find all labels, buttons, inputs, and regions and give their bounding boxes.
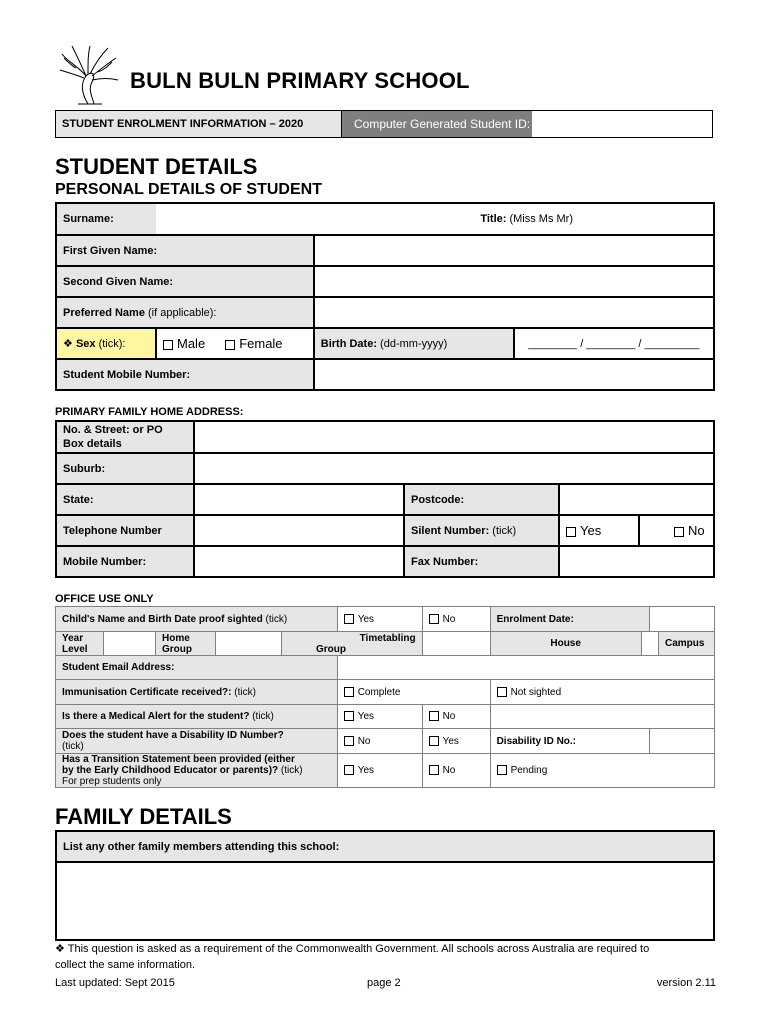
checkbox-icon[interactable]	[225, 340, 235, 350]
telephone-field[interactable]	[194, 515, 404, 546]
info-bullet-icon: ❖	[63, 338, 73, 350]
student-email-field[interactable]	[337, 656, 714, 680]
proof-no-option[interactable]: No	[422, 607, 490, 632]
checkbox-icon[interactable]	[566, 527, 576, 537]
preferred-name-field[interactable]	[314, 297, 714, 328]
medical-alert-label: Is there a Medical Alert for the student? (tick)	[56, 705, 338, 729]
state-field[interactable]	[194, 484, 404, 515]
lyrebird-logo-icon	[58, 44, 120, 108]
enrolment-header-bar	[55, 110, 713, 138]
checkbox-icon[interactable]	[429, 711, 439, 721]
medical-empty-cell	[490, 705, 714, 729]
second-name-field[interactable]	[314, 266, 714, 297]
last-updated: Last updated: Sept 2015	[55, 977, 175, 989]
disability-id-label: Disability ID No.:	[490, 729, 650, 754]
year-level-field[interactable]	[104, 632, 156, 656]
office-use-heading: OFFICE USE ONLY	[55, 593, 154, 605]
fax-label: Fax Number:	[404, 546, 559, 577]
enrolment-date-field[interactable]	[650, 607, 715, 632]
disability-label: Does the student have a Disability ID Number? (tick)	[56, 729, 338, 754]
version: version 2.11	[656, 977, 716, 989]
suburb-field[interactable]	[194, 453, 714, 484]
postcode-label: Postcode:	[404, 484, 559, 515]
student-email-label: Student Email Address:	[56, 656, 338, 680]
checkbox-icon[interactable]	[344, 687, 354, 697]
first-name-label: First Given Name:	[56, 235, 314, 266]
street-label: No. & Street: or PO Box details	[56, 421, 194, 453]
home-address-table	[55, 420, 715, 578]
silent-no-option[interactable]: No	[639, 515, 714, 546]
silent-yes-option[interactable]: Yes	[559, 515, 639, 546]
enrolment-date-label: Enrolment Date:	[490, 607, 650, 632]
house-label: House	[490, 632, 641, 656]
personal-details-heading: PERSONAL DETAILS OF STUDENT	[55, 181, 322, 198]
telephone-label: Telephone Number	[56, 515, 194, 546]
disability-yes-option[interactable]: Yes	[422, 729, 490, 754]
disability-no-option[interactable]: No	[337, 729, 422, 754]
immunisation-not-sighted-option[interactable]: Not sighted	[490, 680, 714, 705]
medical-no-option[interactable]: No	[422, 705, 490, 729]
second-name-label: Second Given Name:	[56, 266, 314, 297]
campus-label: Campus	[659, 632, 715, 656]
footnote: ❖ This question is asked as a requirement of the Commonwealth Government. All schools across Australia are required to collect the same information.	[55, 943, 650, 971]
checkbox-icon[interactable]	[344, 736, 354, 746]
checkbox-icon[interactable]	[429, 736, 439, 746]
checkbox-icon[interactable]	[497, 687, 507, 697]
sex-options	[156, 328, 314, 359]
title-options: (Miss Ms Mr)	[506, 213, 573, 225]
student-mobile-field[interactable]	[314, 359, 714, 390]
checkbox-icon[interactable]	[674, 527, 684, 537]
proof-sighted-label: Child's Name and Birth Date proof sighted (tick)	[56, 607, 338, 632]
checkbox-icon[interactable]	[344, 614, 354, 624]
student-details-heading: STUDENT DETAILS	[55, 154, 258, 179]
family-members-label: List any other family members attending this school:	[56, 831, 714, 862]
family-members-field[interactable]	[56, 862, 714, 940]
transition-label: Has a Transition Statement been provided (either by the Early Childhood Educator or parents)? (tick) For prep students only	[56, 754, 338, 788]
street-field[interactable]	[194, 421, 714, 453]
sex-label: ❖ Sex (tick):	[56, 328, 156, 359]
postcode-field[interactable]	[559, 484, 714, 515]
silent-number-label: Silent Number: (tick)	[404, 515, 559, 546]
info-bullet-icon: ❖	[55, 943, 65, 955]
preferred-name-label: Preferred Name (if applicable):	[56, 297, 314, 328]
timetabling-group-field[interactable]	[422, 632, 490, 656]
office-use-table	[55, 606, 715, 788]
student-id-field[interactable]	[532, 111, 712, 137]
transition-yes-option[interactable]: Yes	[337, 754, 422, 788]
proof-yes-option[interactable]: Yes	[337, 607, 422, 632]
checkbox-icon[interactable]	[429, 614, 439, 624]
page-number: page 2	[367, 977, 401, 989]
checkbox-icon[interactable]	[163, 340, 173, 350]
checkbox-icon[interactable]	[344, 765, 354, 775]
school-name: BULN BULN PRIMARY SCHOOL	[130, 68, 470, 93]
birth-date-label: Birth Date: (dd-mm-yyyy)	[314, 328, 514, 359]
transition-no-option[interactable]: No	[422, 754, 490, 788]
checkbox-icon[interactable]	[429, 765, 439, 775]
transition-pending-option[interactable]: Pending	[490, 754, 714, 788]
title-label: Title:	[480, 213, 507, 225]
home-group-label: Home Group	[156, 632, 216, 656]
family-details-heading: FAMILY DETAILS	[55, 804, 232, 829]
personal-details-table	[55, 202, 715, 391]
student-mobile-label: Student Mobile Number:	[56, 359, 314, 390]
surname-label: Surname:	[56, 203, 156, 235]
student-id-label: Computer Generated Student ID:	[342, 111, 532, 137]
male-option[interactable]: Male	[163, 336, 205, 351]
checkbox-icon[interactable]	[497, 765, 507, 775]
year-level-label: Year Level	[56, 632, 104, 656]
mobile-field[interactable]	[194, 546, 404, 577]
immunisation-label: Immunisation Certificate received?: (tick)	[56, 680, 338, 705]
state-label: State:	[56, 484, 194, 515]
home-address-heading: PRIMARY FAMILY HOME ADDRESS:	[55, 406, 244, 418]
enrolment-info: STUDENT ENROLMENT INFORMATION – 2020	[56, 111, 342, 137]
medical-yes-option[interactable]: Yes	[337, 705, 422, 729]
timetabling-group-label: Timetabling Group	[282, 632, 423, 656]
surname-field[interactable]	[156, 203, 714, 235]
house-field[interactable]	[641, 632, 658, 656]
suburb-label: Suburb:	[56, 453, 194, 484]
mobile-label: Mobile Number:	[56, 546, 194, 577]
immunisation-complete-option[interactable]: Complete	[337, 680, 490, 705]
female-option[interactable]: Female	[225, 336, 282, 351]
family-members-table	[55, 830, 715, 941]
first-name-field[interactable]	[314, 235, 714, 266]
home-group-field[interactable]	[216, 632, 282, 656]
fax-field[interactable]	[559, 546, 714, 577]
disability-id-field[interactable]	[650, 729, 715, 754]
birth-date-field[interactable]: ________ / ________ / _________	[514, 328, 714, 359]
checkbox-icon[interactable]	[344, 711, 354, 721]
